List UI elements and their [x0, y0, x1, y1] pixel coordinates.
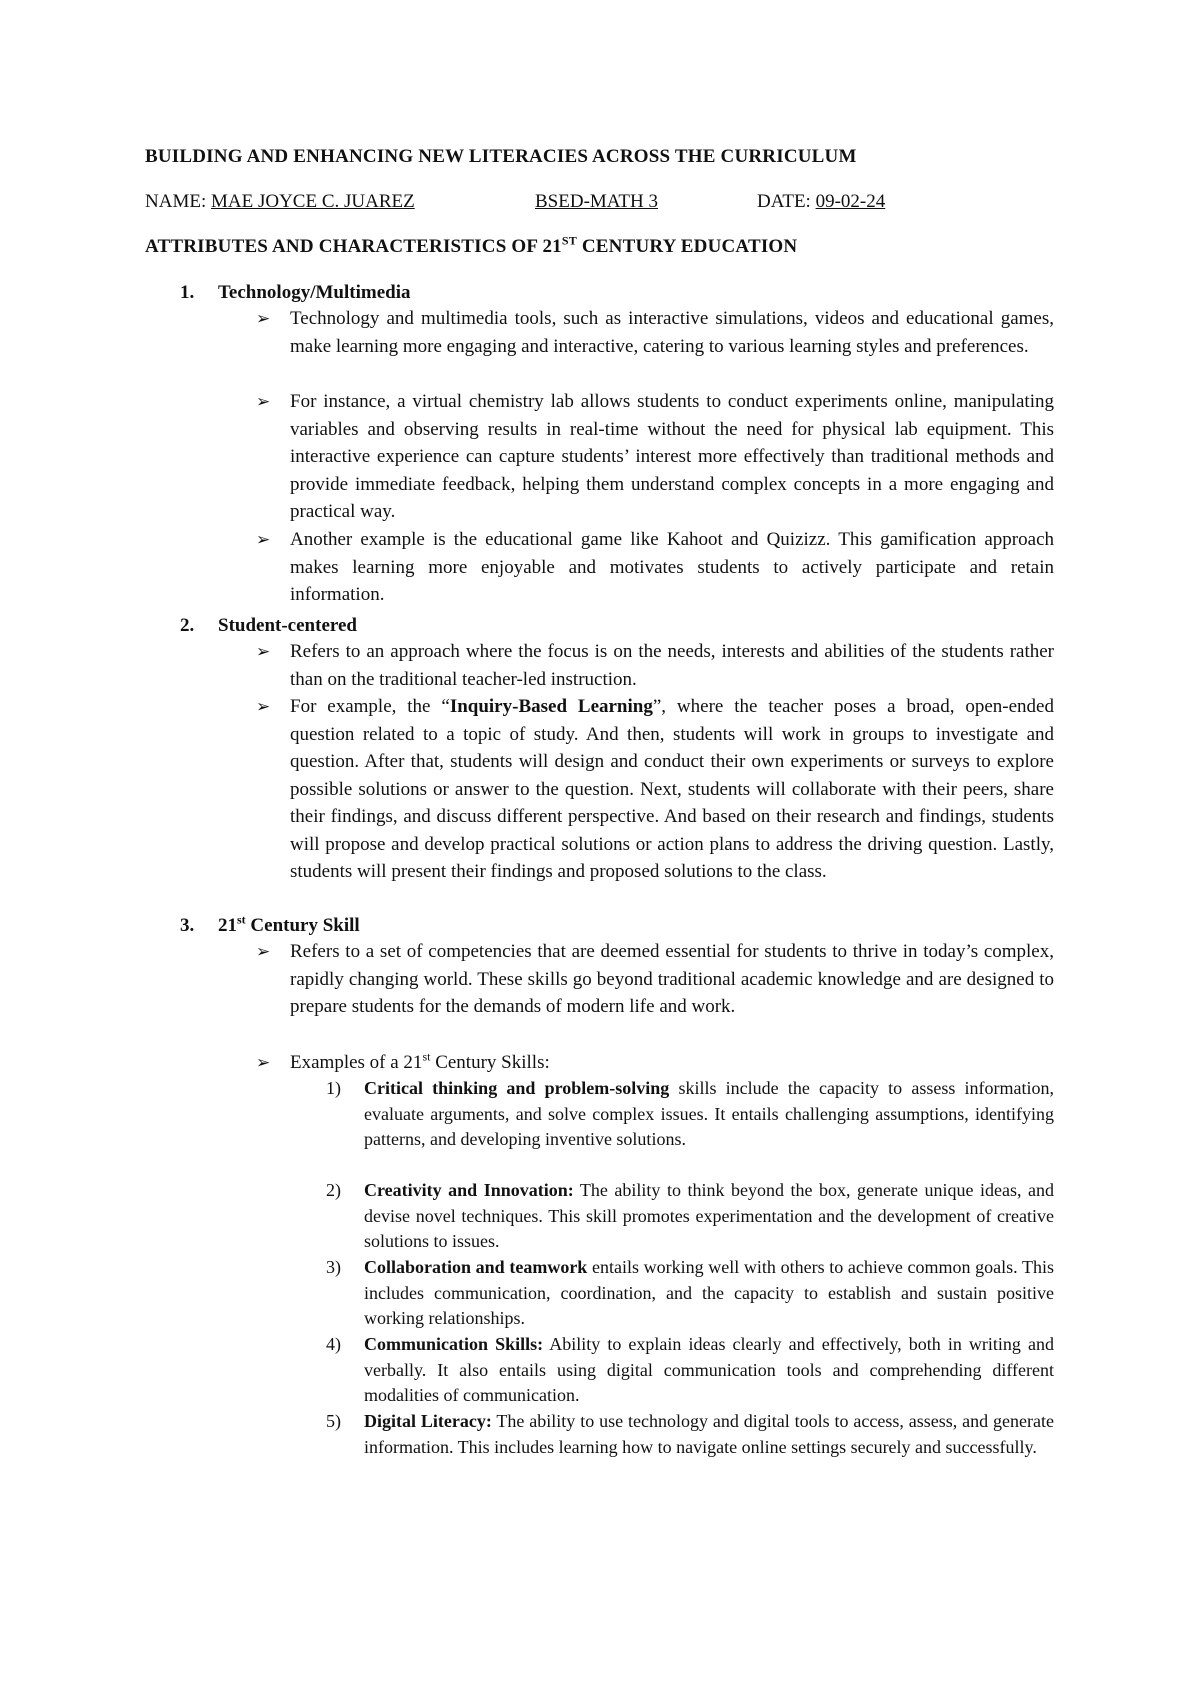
bullet-item: ➢ For instance, a virtual chemistry lab allows students to conduct experiments online, manipulating variables and observing results in real-time without the need for physical lab equipment. This interactive experience can capture students’ interest more effectively than traditional methods and provide immediate feedback, helping them understand complex concepts in a more engaging and practical way. — [290, 388, 1054, 526]
bullet-item: ➢ Refers to a set of competencies that are deemed essential for students to thrive in today’s complex, rapidly changing world. These skills go beyond traditional academic knowledge and are designed to prepare students for the demands of modern life and work. — [290, 938, 1054, 1021]
bullet-item: ➢ Technology and multimedia tools, such as interactive simulations, videos and educational games, make learning more engaging and interactive, catering to various learning styles and preferences. — [290, 305, 1054, 360]
bullet-item: ➢ For example, the “Inquiry-Based Learning”, where the teacher poses a broad, open-ended question related to a topic of study. And then, students will work in groups to investigate and question. After that, students will design and conduct their own experiments or surveys to explore possible solutions or answer to the question. Next, students will collaborate with their peers, share their findings, and discuss different perspective. And based on their research and findings, students will propose and develop practical solutions or action plans to address the driving question. Lastly, students will present their findings and proposed solutions to the class. — [290, 693, 1054, 886]
skill-item: 5) Digital Literacy: The ability to use technology and digital tools to access, assess, and generate information. This includes learning how to navigate online settings securely and successfully. — [326, 1411, 1054, 1457]
date-label: DATE: — [757, 191, 811, 212]
section-number: 1. — [180, 282, 195, 303]
date-value: 09-02-24 — [815, 191, 886, 212]
skill-number: 1) — [326, 1078, 341, 1098]
bullet-item: ➢ Another example is the educational game like Kahoot and Quizizz. This gamification approach makes learning more enjoyable and motivates students to actively participate and retain information. — [290, 526, 1054, 609]
bullet-item: ➢ Refers to an approach where the focus is on the needs, interests and abilities of the students rather than on the traditional teacher-led instruction. — [290, 638, 1054, 693]
skill-item: 2) Creativity and Innovation: The ability to think beyond the box, generate unique ideas, and devise novel techniques. This skill promotes experimentation and the development of creative solutions to issues. — [326, 1180, 1054, 1251]
section-title-technology: Technology/Multimedia — [218, 282, 411, 303]
name-label: NAME: — [145, 191, 207, 212]
section-title-student-centered: Student-centered — [218, 615, 357, 636]
arrow-bullet-icon: ➢ — [256, 392, 271, 411]
document-title: BUILDING AND ENHANCING NEW LITERACIES ACROSS THE CURRICULUM — [145, 146, 857, 167]
arrow-bullet-icon: ➢ — [256, 530, 271, 549]
skill-number: 4) — [326, 1334, 341, 1354]
arrow-bullet-icon: ➢ — [256, 309, 271, 328]
skill-number: 5) — [326, 1411, 341, 1431]
skill-number: 3) — [326, 1257, 341, 1277]
name-field — [145, 191, 415, 213]
section-number: 3. — [180, 915, 195, 936]
arrow-bullet-icon: ➢ — [256, 942, 271, 961]
arrow-bullet-icon: ➢ — [256, 1053, 271, 1072]
skill-item: 1) Critical thinking and problem-solving skills include the capacity to assess information, evaluate arguments, and solve complex issues. It entails challenging assumptions, identifying patterns, and developing inventive solutions. — [326, 1078, 1054, 1149]
student-name: MAE JOYCE C. JUAREZ — [210, 191, 415, 212]
section-number: 2. — [180, 615, 195, 636]
course-field: BSED-MATH 3 — [535, 191, 658, 212]
section-heading: ATTRIBUTES AND CHARACTERISTICS OF 21ST CENTURY EDUCATION — [145, 233, 798, 257]
skill-number: 2) — [326, 1180, 341, 1200]
arrow-bullet-icon: ➢ — [256, 697, 271, 716]
bullet-item: ➢ Examples of a 21st Century Skills: — [290, 1049, 1054, 1077]
section-title-21st-century-skill: 21st Century Skill — [218, 912, 360, 936]
arrow-bullet-icon: ➢ — [256, 642, 271, 661]
skill-item: 3) Collaboration and teamwork entails working well with others to achieve common goals. This includes communication, coordination, and the capacity to establish and sustain positive working relationships. — [326, 1257, 1054, 1328]
skill-item: 4) Communication Skills: Ability to explain ideas clearly and effectively, both in writing and verbally. It also entails using digital communication tools and comprehending different modalities of communication. — [326, 1334, 1054, 1405]
date-field — [757, 191, 885, 213]
